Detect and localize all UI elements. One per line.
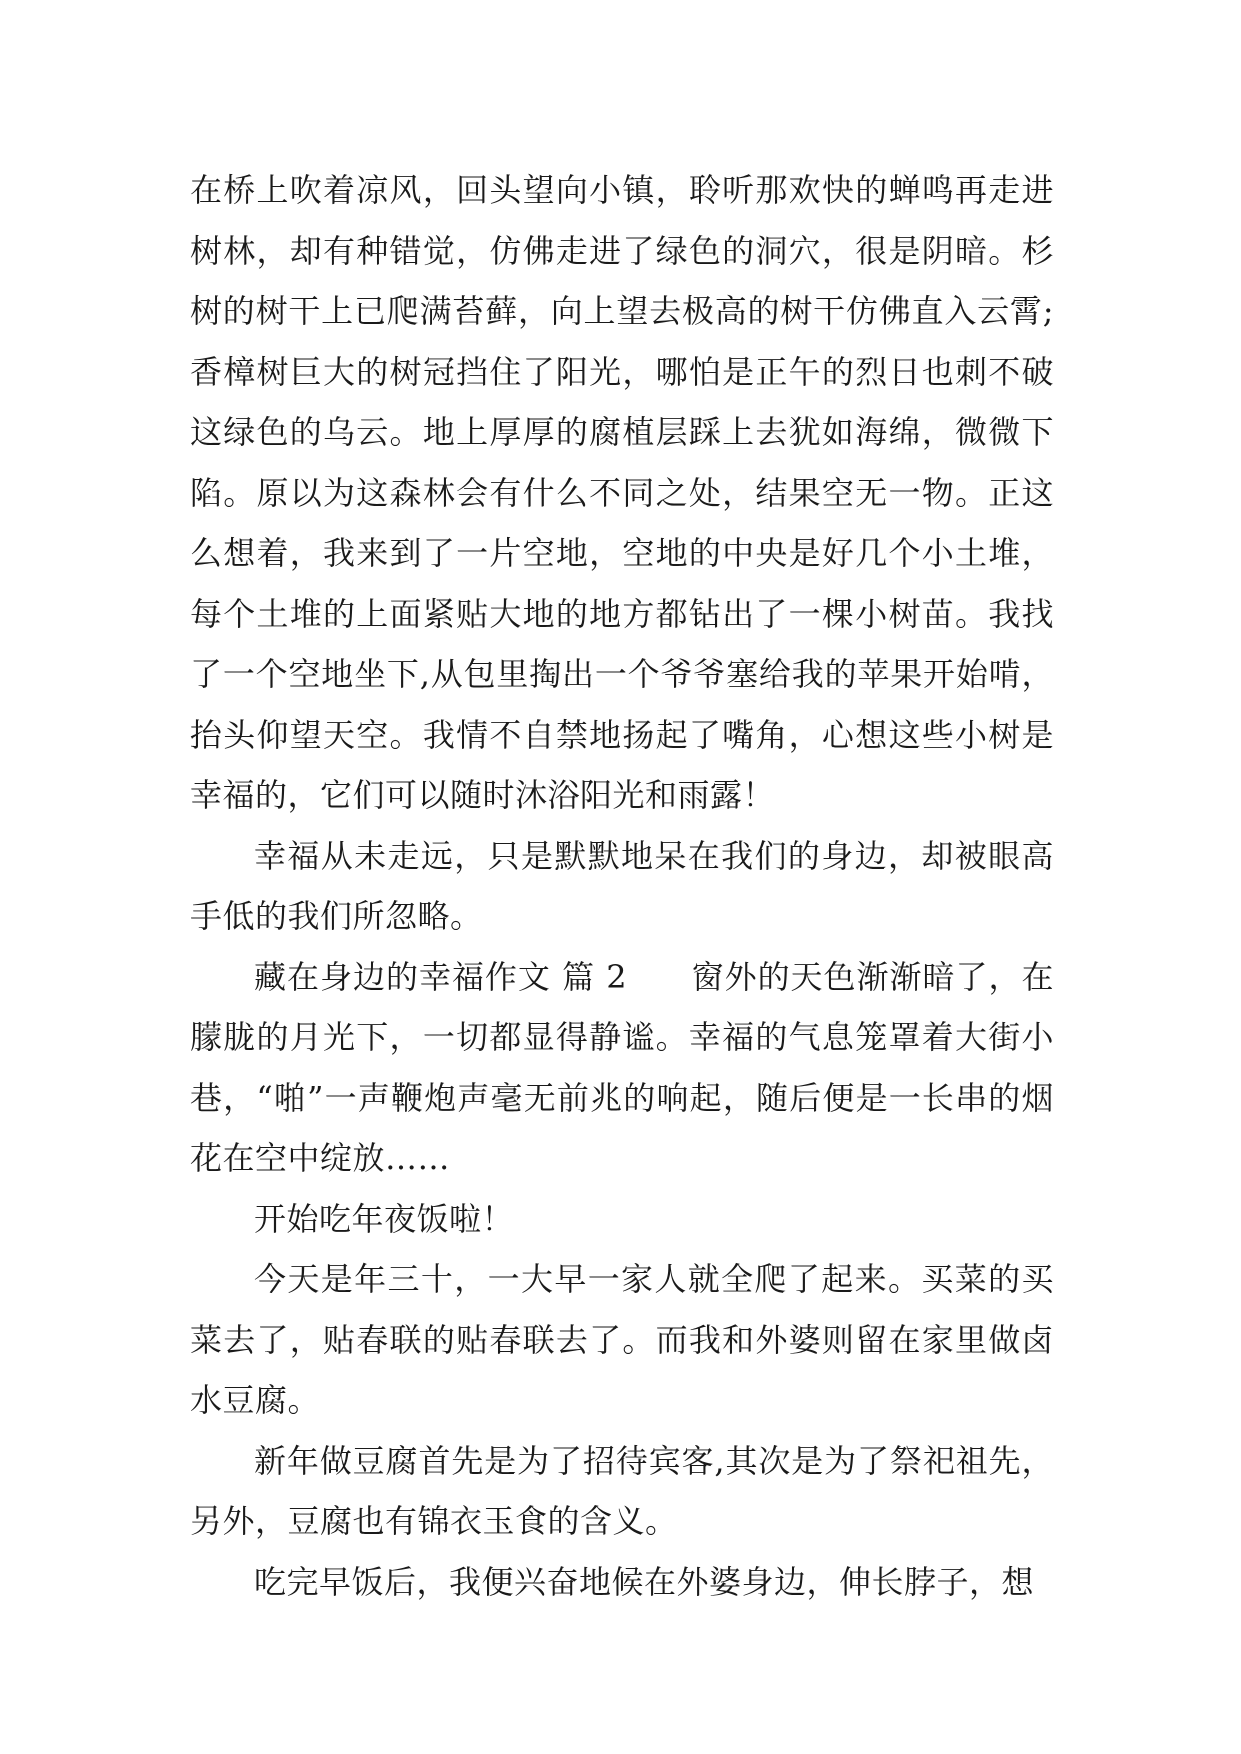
essay-opening-text: 窗外的天色渐渐暗了，在朦胧的月光下，一切都显得静谧。幸福的气息笼罩着大街小巷，“啪”一声鞭炮声毫无前兆的响起，随后便是一长串的烟花在空中绽放……	[190, 957, 1054, 1177]
paragraph-essay-2-opening	[190, 947, 1054, 1189]
essay-heading: 藏在身边的幸福作文 篇 2	[254, 957, 628, 996]
paragraph-tofu-meaning: 新年做豆腐首先是为了招待宾客,其次是为了祭祀祖先，另外，豆腐也有锦衣玉食的含义。	[190, 1441, 1054, 1540]
paragraph-happiness-near: 幸福从未走远，只是默默地呆在我们的身边，却被眼高手低的我们所忽略。	[190, 836, 1054, 935]
paragraph-new-years-eve: 今天是年三十，一大早一家人就全爬了起来。买菜的买菜去了，贴春联的贴春联去了。而我和外婆则留在家里做卤水豆腐。	[190, 1260, 1054, 1419]
paragraph-new-year-dinner: 开始吃年夜饭啦！	[254, 1199, 515, 1238]
paragraph-after-breakfast: 吃完早饭后，我便兴奋地候在外婆身边，伸长脖子，想	[254, 1562, 1035, 1601]
document-body	[190, 160, 1054, 1612]
paragraph-forest-walk: 在桥上吹着凉风，回头望向小镇，聆听那欢快的蝉鸣再走进树林，却有种错觉，仿佛走进了绿色的洞穴，很是阴暗。杉树的树干上已爬满苔藓，向上望去极高的树干仿佛直入云霄;香樟树巨大的树冠挡住了阳光，哪怕是正午的烈日也刺不破这绿色的乌云。地上厚厚的腐植层踩上去犹如海绵，微微下陷。原以为这森林会有什么不同之处，结果空无一物。正这么想着，我来到了一片空地，空地的中央是好几个小土堆，每个土堆的上面紧贴大地的地方都钻出了一棵小树苗。我找了一个空地坐下,从包里掏出一个爷爷塞给我的苹果开始啃，抬头仰望天空。我情不自禁地扬起了嘴角，心想这些小树是幸福的，它们可以随时沐浴阳光和雨露！	[190, 171, 1054, 814]
